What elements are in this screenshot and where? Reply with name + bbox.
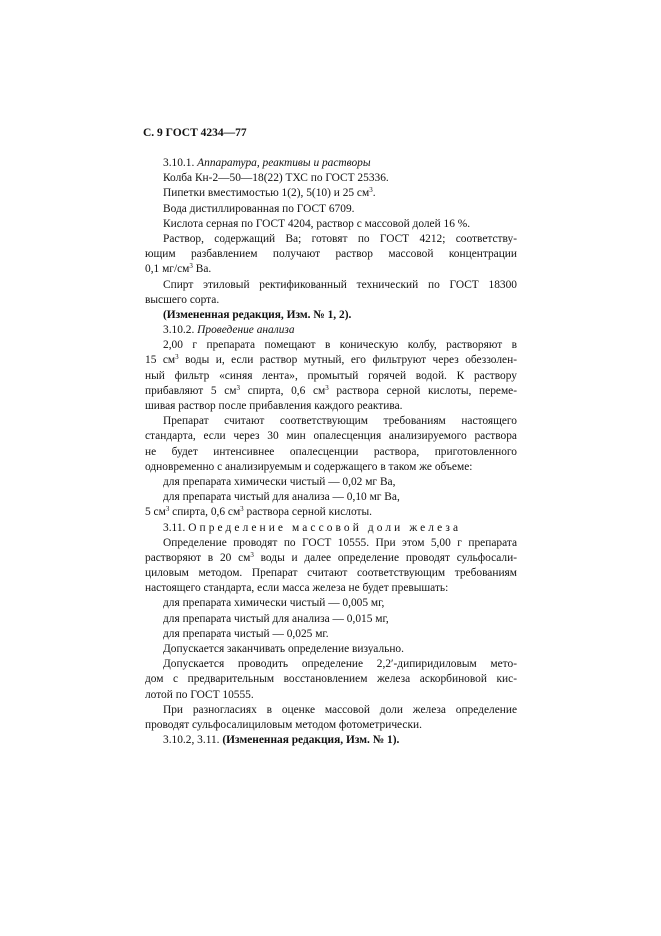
text-line bbox=[145, 490, 517, 505]
text-line bbox=[145, 642, 517, 657]
text-span: для препарата чистый для анализа — 0,10 мг Ва, bbox=[163, 491, 400, 504]
text-span: дом с предварительным восстановлением железа аскорбиновой кис- bbox=[145, 673, 517, 686]
text-span: (Измененная редакция, Изм. № 1, 2). bbox=[163, 308, 352, 321]
text-span: 0,1 мг/см bbox=[145, 263, 190, 276]
text-span: Пипетки вместимостью 1(2), 5(10) и 25 см bbox=[163, 187, 370, 200]
text-span: 2,00 г препарата помещают в коническую колбу, растворяют в bbox=[163, 339, 517, 352]
text-line bbox=[145, 718, 517, 733]
superscript: 3 bbox=[325, 383, 329, 392]
text-span: для препарата чистый для анализа — 0,015 мг, bbox=[163, 612, 389, 625]
text-line bbox=[145, 202, 517, 217]
superscript: 3 bbox=[369, 186, 373, 195]
text-span: . bbox=[372, 187, 376, 200]
text-span: прибавляют 5 см bbox=[145, 384, 237, 397]
text-line bbox=[145, 627, 517, 642]
text-span: Определение проводят по ГОСТ 10555. При этом 5,00 г препарата bbox=[163, 536, 517, 549]
page-header: С. 9 ГОСТ 4234—77 bbox=[143, 127, 247, 139]
text-span: (Измененная редакция, Изм. № 1). bbox=[222, 734, 400, 747]
text-span: лотой по ГОСТ 10555. bbox=[145, 688, 254, 701]
text-span: воды и далее определение проводят сульфосали- bbox=[253, 551, 517, 564]
text-span: проводят сульфосалициловым методом фотометрически. bbox=[145, 718, 422, 731]
text-line bbox=[145, 353, 517, 368]
text-line bbox=[145, 414, 517, 429]
text-line bbox=[145, 566, 517, 581]
superscript: 3 bbox=[189, 262, 193, 271]
text-line bbox=[145, 338, 517, 353]
text-span: растворяют в 20 см bbox=[145, 551, 251, 564]
text-line bbox=[145, 505, 517, 520]
text-span: одновременно с анализируемым и содержащего в таком же объеме: bbox=[145, 460, 473, 473]
text-line bbox=[145, 217, 517, 232]
text-line bbox=[145, 429, 517, 444]
text-line bbox=[145, 156, 517, 171]
text-line bbox=[145, 445, 517, 460]
text-line bbox=[145, 521, 517, 536]
text-span: Ва. bbox=[192, 263, 212, 276]
text-span: высшего сорта. bbox=[145, 293, 220, 306]
text-line bbox=[145, 688, 517, 703]
superscript: 3 bbox=[165, 505, 170, 514]
text-span: Кислота серная по ГОСТ 4204, раствор с массовой долей 16 %. bbox=[163, 217, 471, 230]
text-line bbox=[145, 308, 517, 323]
text-span: Колба Кн-2—50—18(22) ТХС по ГОСТ 25336. bbox=[163, 172, 389, 185]
text-line bbox=[145, 657, 517, 672]
text-line bbox=[145, 369, 517, 384]
text-line bbox=[145, 581, 517, 596]
text-line bbox=[145, 399, 517, 414]
text-line bbox=[145, 278, 517, 293]
text-line bbox=[145, 262, 517, 277]
text-span: спирта, 0,6 см bbox=[239, 384, 326, 397]
superscript: 3 bbox=[250, 550, 254, 559]
text-span: 3.11. bbox=[163, 521, 189, 534]
text-line bbox=[145, 186, 517, 201]
superscript: 3 bbox=[236, 383, 240, 392]
text-span: ющим разбавлением получают раствор массовой концентрации bbox=[145, 248, 517, 261]
text-span: спирта, 0,6 см bbox=[169, 506, 241, 519]
text-span: Допускается заканчивать определение визуально. bbox=[163, 643, 404, 655]
text-line bbox=[145, 475, 517, 490]
text-span: стандарта, если через 30 мин опалесценция анализируемого раствора bbox=[145, 430, 517, 443]
text-span: Допускается проводить определение 2,2′-дипиридиловым мето- bbox=[163, 658, 517, 671]
document-page bbox=[145, 127, 517, 748]
text-span: для препарата химически чистый — 0,005 мг, bbox=[163, 597, 385, 610]
text-span: Препарат считают соответствующим требованиям настоящего bbox=[163, 415, 517, 428]
text-span: 5 см bbox=[145, 506, 166, 519]
text-span: Раствор, содержащий Ва; готовят по ГОСТ 4212; соответству- bbox=[163, 232, 517, 245]
text-line bbox=[145, 460, 517, 475]
text-span: Вода дистиллированная по ГОСТ 6709. bbox=[163, 202, 355, 215]
text-span: 15 см bbox=[145, 354, 176, 367]
text-span: циловым методом. Препарат считают соответствующим требованиям bbox=[145, 567, 517, 580]
text-span: для препарата чистый — 0,025 мг. bbox=[163, 627, 329, 640]
text-span: для препарата химически чистый — 0,02 мг Ва, bbox=[163, 475, 396, 488]
text-span: ный фильтр «синяя лента», промытый горячей водой. К раствору bbox=[145, 369, 517, 382]
superscript: 3 bbox=[175, 353, 179, 362]
text-line bbox=[145, 551, 517, 566]
text-span: 3.10.1. bbox=[163, 157, 198, 169]
text-line bbox=[145, 293, 517, 308]
text-span: раствора серной кислоты, переме- bbox=[328, 384, 517, 397]
text-line bbox=[145, 612, 517, 627]
text-span: раствора серной кислоты. bbox=[243, 506, 372, 519]
text-line bbox=[145, 733, 517, 748]
text-span: Аппаратура, реактивы и растворы bbox=[197, 157, 371, 169]
text-line bbox=[145, 171, 517, 186]
text-span: 3.10.2, 3.11. bbox=[163, 734, 223, 747]
text-span: шивая раствор после прибавления каждого реактива. bbox=[145, 400, 403, 412]
text-line bbox=[145, 536, 517, 551]
text-line bbox=[145, 596, 517, 611]
text-span: 3.10.2. bbox=[163, 324, 198, 337]
text-line bbox=[145, 384, 517, 399]
text-line bbox=[145, 672, 517, 687]
text-span: не будет интенсивнее опалесценции раствора, приготовленного bbox=[145, 445, 517, 458]
superscript: 3 bbox=[240, 505, 244, 514]
text-span: Проведение анализа bbox=[197, 324, 295, 337]
document-body bbox=[145, 156, 517, 748]
text-span: При разногласиях в оценке массовой доли железа определение bbox=[163, 703, 517, 716]
text-line bbox=[145, 703, 517, 718]
text-span: Спирт этиловый ректификованный технический по ГОСТ 18300 bbox=[163, 278, 517, 291]
text-span: Определение массовой доли железа bbox=[188, 521, 462, 534]
text-span: воды и, если раствор мутный, его фильтруют через обеззолен- bbox=[178, 354, 517, 367]
text-line bbox=[145, 247, 517, 262]
text-line bbox=[145, 323, 517, 338]
text-line bbox=[145, 232, 517, 247]
text-span: настоящего стандарта, если масса железа не будет превышать: bbox=[145, 582, 449, 595]
